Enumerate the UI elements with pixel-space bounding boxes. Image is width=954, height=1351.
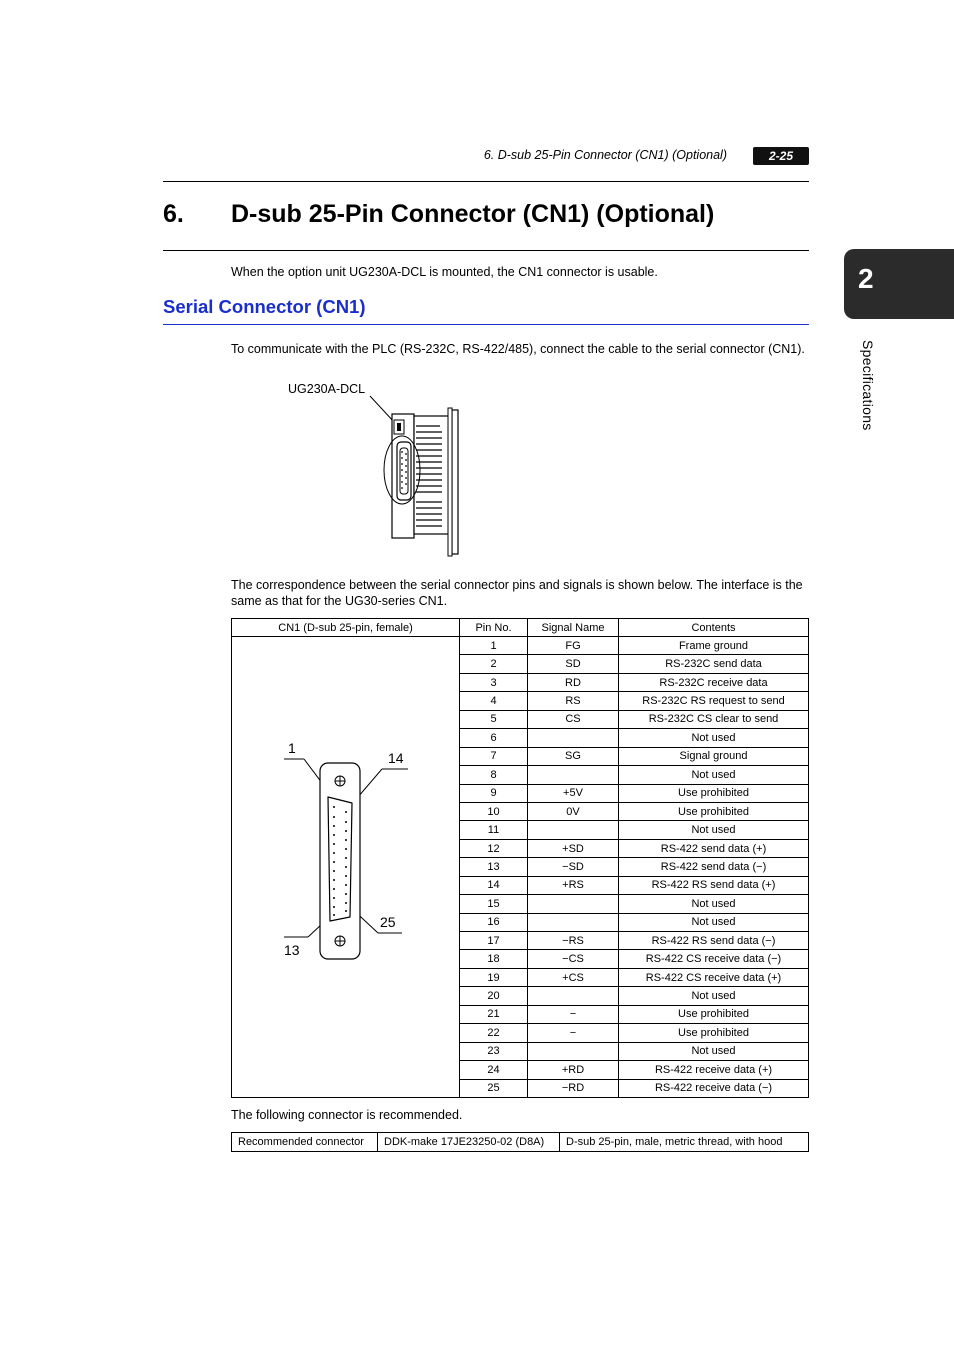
pin14-label: 14 [388,750,404,766]
pin-number: 8 [460,766,528,784]
table-header-row [232,619,809,637]
running-header-title: 6. D-sub 25-Pin Connector (CN1) (Optional) [483,148,727,162]
paragraph-correspondence: The correspondence between the serial connector pins and signals is shown below. The interface is the same as that for the UG30-series CN1. [231,578,803,608]
col-header-signal: Signal Name [528,619,619,637]
pin-contents: Use prohibited [619,802,809,820]
pin-number: 7 [460,747,528,765]
pin25-label: 25 [380,914,396,930]
signal-name: −RS [528,932,619,950]
pin-number: 13 [460,858,528,876]
pin-number: 19 [460,968,528,986]
pin-number: 20 [460,987,528,1005]
pin-number: 23 [460,1042,528,1060]
pin-contents: Not used [619,913,809,931]
pin-number: 4 [460,692,528,710]
pin-contents: RS-232C CS clear to send [619,710,809,728]
recommended-connector-table [231,1132,809,1152]
section-rule [163,250,809,251]
signal-name [528,766,619,784]
pin-contents: Not used [619,1042,809,1060]
table-row [232,637,809,655]
pin-contents: Not used [619,729,809,747]
pin-contents: RS-232C RS request to send [619,692,809,710]
pin-contents: RS-232C receive data [619,673,809,691]
pin-contents: RS-422 CS receive data (−) [619,950,809,968]
recommended-part: DDK-make 17JE23250-02 (D8A) [378,1133,560,1152]
pin1-label: 1 [288,740,296,756]
pin-contents: Not used [619,895,809,913]
header-rule [163,181,809,182]
col-header-connector: CN1 (D-sub 25-pin, female) [232,619,460,637]
pin-contents: Signal ground [619,747,809,765]
section-heading [163,200,714,229]
pin-contents: Not used [619,821,809,839]
signal-name [528,895,619,913]
pin-contents: RS-232C send data [619,655,809,673]
signal-name: −CS [528,950,619,968]
pin-number: 5 [460,710,528,728]
signal-name: 0V [528,802,619,820]
signal-name: −RD [528,1079,619,1098]
signal-name: RD [528,673,619,691]
pin-number: 14 [460,876,528,894]
page-number-badge: 2-25 [753,147,809,165]
unit-side-view-figure [360,390,470,560]
pin-contents: RS-422 RS send data (−) [619,932,809,950]
pin-number: 6 [460,729,528,747]
recommended-description: D-sub 25-pin, male, metric thread, with hood [560,1133,809,1152]
dsub25-connector-diagram [232,637,459,1097]
paragraph-plc: To communicate with the PLC (RS-232C, RS-422/485), connect the cable to the serial connector (CN1). [231,342,805,356]
figure-label: UG230A-DCL [288,382,366,396]
signal-name: CS [528,710,619,728]
signal-name: +RS [528,876,619,894]
signal-name [528,729,619,747]
section-title: D-sub 25-Pin Connector (CN1) (Optional) [231,200,715,228]
signal-name: SG [528,747,619,765]
chapter-tab [844,249,954,319]
pin-number: 22 [460,1024,528,1042]
pin-number: 25 [460,1079,528,1098]
signal-name: RS [528,692,619,710]
pin-number: 17 [460,932,528,950]
pin-contents: Not used [619,766,809,784]
pin-signal-table [231,618,809,1098]
signal-name: +5V [528,784,619,802]
recommended-label: Recommended connector [232,1133,378,1152]
pin-number: 2 [460,655,528,673]
pin-contents: RS-422 RS send data (+) [619,876,809,894]
pin-contents: Frame ground [619,637,809,655]
signal-name: FG [528,637,619,655]
subsection-heading: Serial Connector (CN1) [163,296,366,317]
signal-name: − [528,1005,619,1023]
pin-contents: RS-422 send data (−) [619,858,809,876]
pin-number: 16 [460,913,528,931]
col-header-pin: Pin No. [460,619,528,637]
pin-contents: RS-422 receive data (−) [619,1079,809,1098]
signal-name: +RD [528,1061,619,1079]
col-header-contents: Contents [619,619,809,637]
pin13-label: 13 [284,942,300,958]
pin-contents: RS-422 CS receive data (+) [619,968,809,986]
pin-number: 11 [460,821,528,839]
pin-number: 9 [460,784,528,802]
pin-number: 21 [460,1005,528,1023]
chapter-label: Specifications [860,340,876,431]
signal-name [528,821,619,839]
signal-name [528,913,619,931]
signal-name: +SD [528,839,619,857]
pin-number: 15 [460,895,528,913]
chapter-number: 2 [858,263,874,294]
table-row [232,1133,809,1152]
signal-name: +CS [528,968,619,986]
signal-name: − [528,1024,619,1042]
signal-name: −SD [528,858,619,876]
pin-contents: RS-422 receive data (+) [619,1061,809,1079]
subsection-rule [163,324,809,325]
pin-number: 10 [460,802,528,820]
pin-number: 24 [460,1061,528,1079]
pin-contents: Use prohibited [619,1005,809,1023]
recommend-text: The following connector is recommended. [231,1108,463,1122]
pin-number: 3 [460,673,528,691]
connector-diagram-cell [232,637,460,1098]
pin-number: 1 [460,637,528,655]
signal-name: SD [528,655,619,673]
signal-name [528,1042,619,1060]
pin-number: 12 [460,839,528,857]
pin-contents: Use prohibited [619,784,809,802]
pin-contents: Use prohibited [619,1024,809,1042]
signal-name [528,987,619,1005]
pin-number: 18 [460,950,528,968]
intro-paragraph: When the option unit UG230A-DCL is mounted, the CN1 connector is usable. [231,265,658,279]
pin-contents: RS-422 send data (+) [619,839,809,857]
section-number: 6. [163,200,184,228]
pin-contents: Not used [619,987,809,1005]
